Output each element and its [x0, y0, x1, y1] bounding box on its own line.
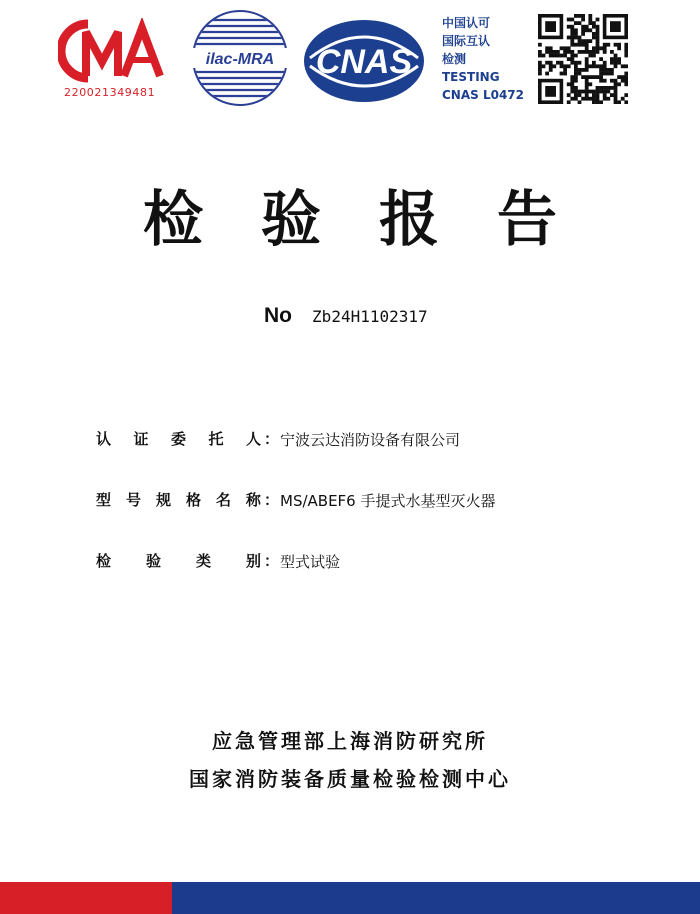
certification-logos — [0, 0, 700, 120]
cnas-accreditation-text — [442, 14, 540, 104]
cnas-line-1: 中国认可 — [442, 16, 491, 30]
field-value: MS/ABEF6 手提式水基型灭火器 — [280, 492, 496, 510]
report-number — [264, 304, 428, 328]
ilac-globe-icon — [188, 6, 292, 110]
qr-finder-pattern — [603, 14, 628, 39]
field-value: 宁波云达消防设备有限公司 — [280, 431, 461, 449]
field-label-char: 检 — [96, 552, 113, 570]
report-title-char: 验 — [261, 185, 321, 255]
cma-certificate-number: 220021349481 — [64, 86, 156, 99]
field-label — [96, 489, 262, 510]
field-label-char: 验 — [145, 552, 162, 570]
footer-red-bar — [0, 882, 172, 914]
field-value: 型式试验 — [280, 553, 341, 571]
qr-finder-pattern — [538, 14, 563, 39]
cnas-mark-text: CNAS — [315, 43, 413, 81]
cnas-line-3: 检测 — [442, 52, 467, 66]
cnas-line-5: CNAS L0472 — [442, 88, 525, 102]
cnas-line-2: 国际互认 — [442, 34, 491, 48]
cma-logo — [58, 18, 170, 99]
issuing-organization — [0, 722, 700, 798]
report-number-value: Zb24H1102317 — [312, 307, 428, 326]
cma-mark-icon — [58, 18, 170, 84]
cma-mark-text: CMA — [58, 18, 61, 19]
ilac-mra-logo — [188, 6, 292, 114]
field-label-char: 认 — [96, 430, 113, 448]
field-label-char: 类 — [195, 552, 212, 570]
field-label — [96, 550, 262, 571]
field-colon: ： — [264, 491, 280, 509]
cnas-logo — [302, 18, 426, 108]
field-colon: ： — [264, 430, 280, 448]
field-label-char: 格 — [185, 491, 202, 509]
cnas-mark-icon — [302, 18, 426, 104]
report-number-label: No — [264, 304, 292, 327]
issuer-line-1: 应急管理部上海消防研究所 — [212, 729, 488, 753]
ilac-mark-text: ilac-MRA — [205, 51, 275, 68]
field-label-char: 委 — [170, 430, 187, 448]
qr-finder-pattern — [538, 79, 563, 104]
report-title-char: 告 — [497, 185, 557, 255]
issuer-line-2: 国家消防装备质量检验检测中心 — [189, 767, 511, 791]
field-label-char: 型 — [96, 491, 113, 509]
field-label-char: 证 — [133, 430, 150, 448]
field-label-char: 号 — [125, 491, 142, 509]
footer-blue-bar — [172, 882, 700, 914]
field-label-char: 托 — [208, 430, 225, 448]
field-label-char: 别 — [245, 552, 262, 570]
qr-code[interactable] — [538, 14, 628, 108]
report-title-char: 检 — [143, 185, 203, 255]
qr-code-icon — [538, 14, 628, 104]
report-title — [0, 172, 700, 258]
report-title-char: 报 — [379, 185, 439, 255]
field-label — [96, 428, 262, 449]
field-colon: ： — [264, 552, 280, 570]
cnas-line-4: TESTING — [442, 70, 500, 84]
field-label-char: 人 — [245, 430, 262, 448]
field-label-char: 称 — [245, 491, 262, 509]
field-label-char: 名 — [215, 491, 232, 509]
field-label-char: 规 — [155, 491, 172, 509]
